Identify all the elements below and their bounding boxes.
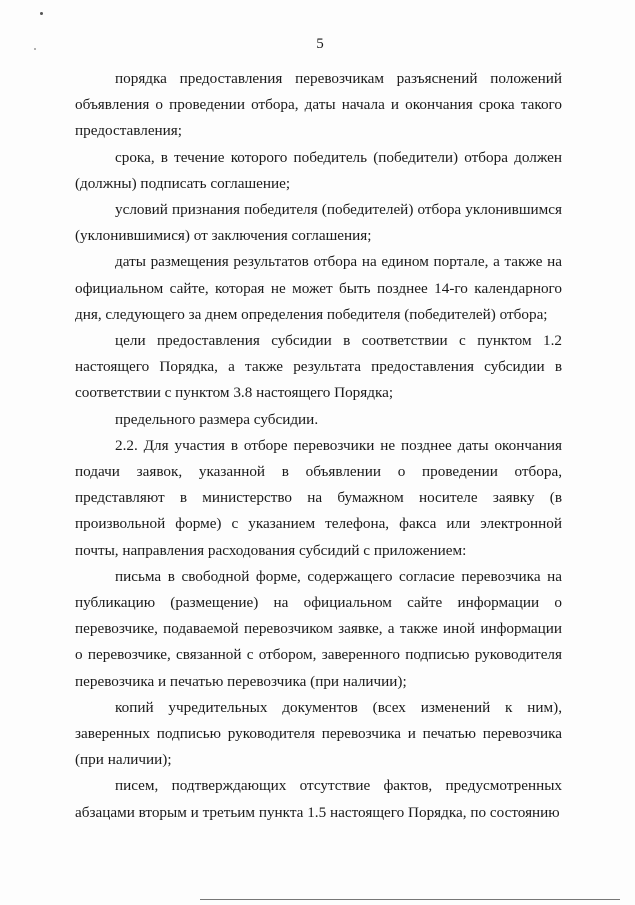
- document-body: [75, 66, 562, 826]
- paragraph: условий признания победителя (победителей) отбора уклонившимся (уклонившимися) от заключения соглашения;: [75, 201, 562, 245]
- scan-speck: [40, 12, 43, 15]
- paragraph: даты размещения результатов отбора на едином портале, а также на официальном сайте, которая не может быть позднее 14-го календарного дня, следующего за днем определения победителя (победителей) отбора;: [75, 253, 562, 323]
- paragraph: срока, в течение которого победитель (победители) отбора должен (должны) подписать соглашение;: [75, 148, 562, 192]
- paragraph: 2.2. Для участия в отборе перевозчики не позднее даты окончания подачи заявок, указанной в объявлении о проведении отбора, представляют в министерство на бумажном носителе заявку (в произвольной форме) с указанием телефона, факса или электронной почты, направления расходования субсидий с приложением:: [75, 436, 562, 559]
- paragraph: писем, подтверждающих отсутствие фактов, предусмотренных абзацами вторым и третьим пункта 1.5 настоящего Порядка, по состоянию: [75, 777, 562, 821]
- paragraph: порядка предоставления перевозчикам разъяснений положений объявления о проведении отбора, даты начала и окончания срока такого предоставления;: [75, 70, 562, 140]
- paragraph: письма в свободной форме, содержащего согласие перевозчика на публикацию (размещение) на официальном сайте информации о перевозчике, подаваемой перевозчиком заявке, а также иной информации о перевозчике, связанной с отбором, заверенного подписью руководителя перевозчика и печатью перевозчика (при наличии);: [75, 567, 562, 690]
- paragraph: предельного размера субсидии.: [115, 410, 319, 428]
- paragraph: цели предоставления субсидии в соответствии с пунктом 1.2 настоящего Порядка, а также результата предоставления субсидии в соответствии с пунктом 3.8 настоящего Порядка;: [75, 332, 562, 402]
- page-number: 5: [316, 36, 324, 52]
- scan-edge-line: [200, 899, 620, 900]
- paragraph: копий учредительных документов (всех изменений к ним), заверенных подписью руководителя перевозчика и печатью перевозчика (при наличии);: [75, 698, 562, 769]
